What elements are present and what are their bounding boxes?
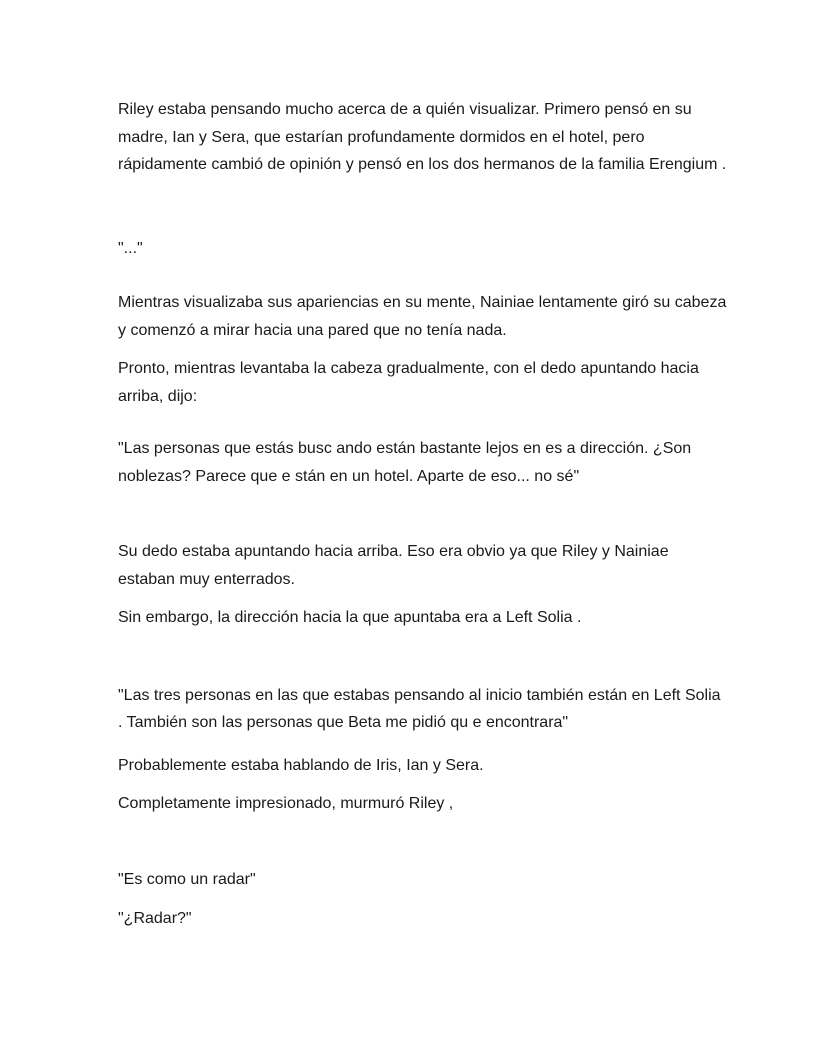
- paragraph-8: "Las tres personas en las que estabas pensando al inicio también están en Left Solia . También son las personas que Beta me pidió qu e encontrara": [118, 686, 725, 731]
- paragraph-3: Mientras visualizaba sus apariencias en su mente, Nainiae lentamente giró su cabeza y comenzó a mirar hacia una pared que no tenía nada.: [118, 294, 731, 339]
- paragraph-6: Su dedo estaba apuntando hacia arriba. Eso era obvio ya que Riley y Nainiae estaban muy enterrados.: [118, 543, 674, 588]
- paragraph-9: Probablemente estaba hablando de Iris, Ian y Sera.: [118, 756, 484, 774]
- paragraph-1: Riley estaba pensando mucho acerca de a quién visualizar. Primero pensó en su madre, Ian y Sera, que estarían profundamente dormidos en el hotel, pero rápidamente cambió de opinión y pensó en los dos hermanos de la familia Erengium .: [118, 101, 727, 173]
- paragraph-12: "¿Radar?": [118, 910, 192, 927]
- paragraph-2: "...": [118, 239, 143, 257]
- paragraph-7: Sin embargo, la dirección hacia la que apuntaba era a Left Solia .: [118, 609, 582, 626]
- paragraph-10: Completamente impresionado, murmuró Riley ,: [118, 795, 454, 812]
- document-page: [118, 96, 731, 933]
- paragraph-4: Pronto, mientras levantaba la cabeza gradualmente, con el dedo apuntando hacia arriba, dijo:: [118, 360, 704, 405]
- paragraph-5: "Las personas que estás busc ando están bastante lejos en es a dirección. ¿Son noblezas? Parece que e stán en un hotel. Aparte de eso... no sé": [118, 440, 696, 485]
- paragraph-11: "Es como un radar": [118, 870, 256, 888]
